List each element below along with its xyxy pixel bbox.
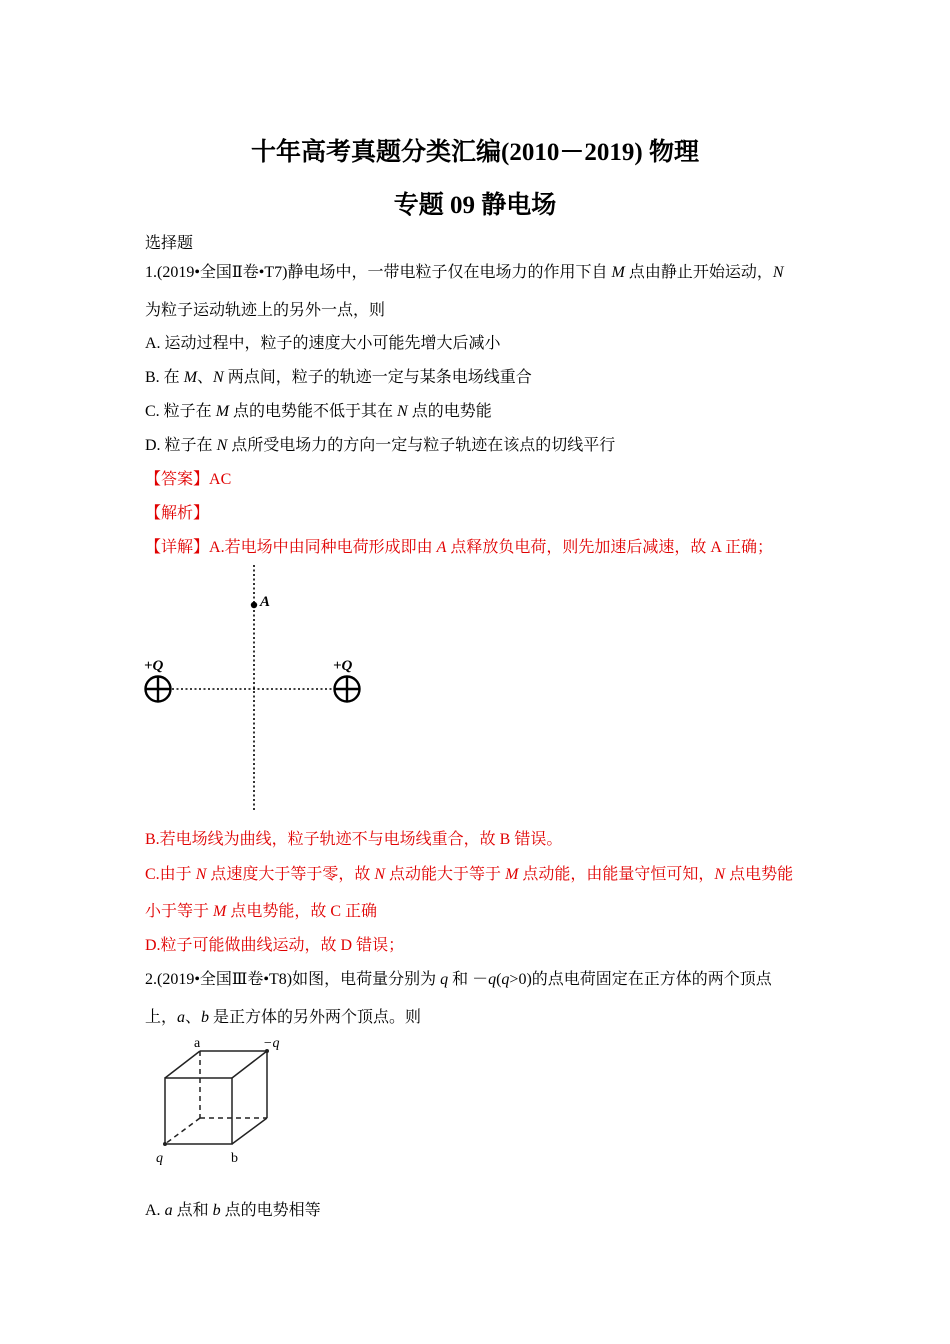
q1-answer: 【答案】AC — [145, 471, 232, 488]
section-heading: 选择题 — [145, 235, 194, 252]
two-charge-field-diagram — [140, 560, 380, 815]
vertex-q-label: q — [156, 1151, 163, 1166]
q1-stem-line1: 1.(2019•全国Ⅱ卷•T7)静电场中，一带电粒子仅在电场力的作用下自 M 点由静止开始运动，N — [145, 264, 784, 281]
q1-stem-line2: 为粒子运动轨迹上的另外一点，则 — [145, 302, 386, 319]
cube-edge — [232, 1118, 267, 1144]
vertex-b-label: b — [231, 1151, 238, 1166]
point-a-label: A — [260, 594, 271, 610]
cube-front-face — [165, 1078, 232, 1144]
page-subtitle: 专题 09 静电场 — [393, 192, 557, 219]
q1-option-b: B. 在 M、N 两点间，粒子的轨迹一定与某条电场线重合 — [145, 369, 532, 386]
left-positive-charge-icon — [146, 677, 171, 702]
right-charge-label: +Q — [333, 658, 353, 674]
vertex-negq-label: −q — [263, 1036, 280, 1051]
page-title: 十年高考真题分类汇编(2010－2019) 物理 — [251, 139, 699, 166]
q2-stem-line1: 2.(2019•全国Ⅲ卷•T8)如图，电荷量分别为 q 和 －q(q>0)的点电荷固定在正方体的两个顶点 — [145, 971, 772, 988]
q1-explain-c-line1: C.由于 N 点速度大于等于零，故 N 点动能大于等于 M 点动能，由能量守恒可知，N 点电势能 — [145, 866, 794, 883]
q1-option-d: D. 粒子在 N 点所受电场力的方向一定与粒子轨迹在该点的切线平行 — [145, 437, 616, 454]
q1-explain-b: B.若电场线为曲线，粒子轨迹不与电场线重合，故 B 错误。 — [145, 831, 563, 848]
q2-option-a: A. a 点和 b 点的电势相等 — [145, 1202, 321, 1219]
right-positive-charge-icon — [335, 677, 360, 702]
cube-diagram — [150, 1036, 300, 1171]
cube-hidden-edge — [165, 1118, 200, 1144]
cube-edge — [232, 1051, 267, 1078]
vertex-a-label: a — [194, 1036, 201, 1051]
vertex-q-dot — [163, 1142, 167, 1146]
q1-explain-c-line2: 小于等于 M 点电势能，故 C 正确 — [145, 903, 378, 920]
q1-option-c: C. 粒子在 M 点的电势能不低于其在 N 点的电势能 — [145, 403, 492, 420]
q2-stem-line2: 上，a、b 是正方体的另外两个顶点。则 — [145, 1009, 422, 1026]
left-charge-label: +Q — [144, 658, 164, 674]
point-a-dot — [251, 602, 257, 608]
cube-edge — [165, 1051, 200, 1078]
q1-analysis-tag: 【解析】 — [145, 505, 210, 522]
q1-detail: 【详解】A.若电场中由同种电荷形成即由 A 点释放负电荷，则先加速后减速，故 A 正确； — [145, 539, 774, 556]
q1-option-a: A. 运动过程中，粒子的速度大小可能先增大后减小 — [145, 335, 501, 352]
q1-explain-d: D.粒子可能做曲线运动，故 D 错误； — [145, 937, 405, 954]
